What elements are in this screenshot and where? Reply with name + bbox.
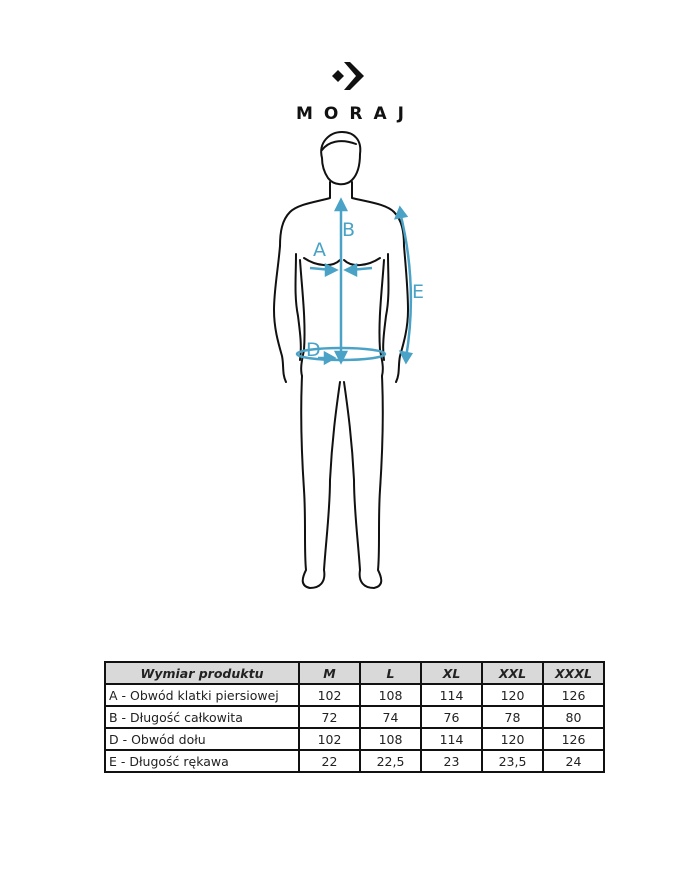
table-cell: 72 bbox=[299, 706, 360, 728]
column-header: Wymiar produktu bbox=[105, 662, 299, 684]
table-cell: 22 bbox=[299, 750, 360, 772]
table-cell: 23,5 bbox=[482, 750, 543, 772]
label-a: A bbox=[313, 239, 326, 261]
table-cell: 108 bbox=[360, 728, 421, 750]
table-cell: 22,5 bbox=[360, 750, 421, 772]
table-cell: 24 bbox=[543, 750, 604, 772]
column-header: XXXL bbox=[543, 662, 604, 684]
body-measurement-diagram bbox=[0, 120, 700, 620]
brand-name: MORAJ bbox=[296, 104, 415, 124]
table-row bbox=[105, 750, 604, 772]
table-cell: 78 bbox=[482, 706, 543, 728]
label-d: D bbox=[306, 339, 321, 361]
column-header: XXL bbox=[482, 662, 543, 684]
table-row bbox=[105, 706, 604, 728]
row-label: E - Długość rękawa bbox=[105, 750, 299, 772]
label-e: E bbox=[412, 281, 425, 303]
column-header: M bbox=[299, 662, 360, 684]
brand-logo bbox=[0, 60, 700, 124]
table-cell: 74 bbox=[360, 706, 421, 728]
table-cell: 120 bbox=[482, 684, 543, 706]
table-cell: 126 bbox=[543, 728, 604, 750]
row-label: A - Obwód klatki piersiowej bbox=[105, 684, 299, 706]
table-row bbox=[105, 728, 604, 750]
chevron-diamond-logo-icon bbox=[330, 60, 370, 96]
table-cell: 76 bbox=[421, 706, 482, 728]
row-label: B - Długość całkowita bbox=[105, 706, 299, 728]
table-cell: 126 bbox=[543, 684, 604, 706]
table-cell: 114 bbox=[421, 684, 482, 706]
table-cell: 23 bbox=[421, 750, 482, 772]
table-cell: 114 bbox=[421, 728, 482, 750]
column-header: XL bbox=[421, 662, 482, 684]
column-header: L bbox=[360, 662, 421, 684]
size-table bbox=[104, 661, 605, 773]
label-b: B bbox=[342, 219, 356, 241]
table-cell: 102 bbox=[299, 684, 360, 706]
table-cell: 80 bbox=[543, 706, 604, 728]
row-label: D - Obwód dołu bbox=[105, 728, 299, 750]
table-cell: 108 bbox=[360, 684, 421, 706]
table-cell: 120 bbox=[482, 728, 543, 750]
table-row bbox=[105, 684, 604, 706]
table-header-row bbox=[105, 662, 604, 684]
table-cell: 102 bbox=[299, 728, 360, 750]
